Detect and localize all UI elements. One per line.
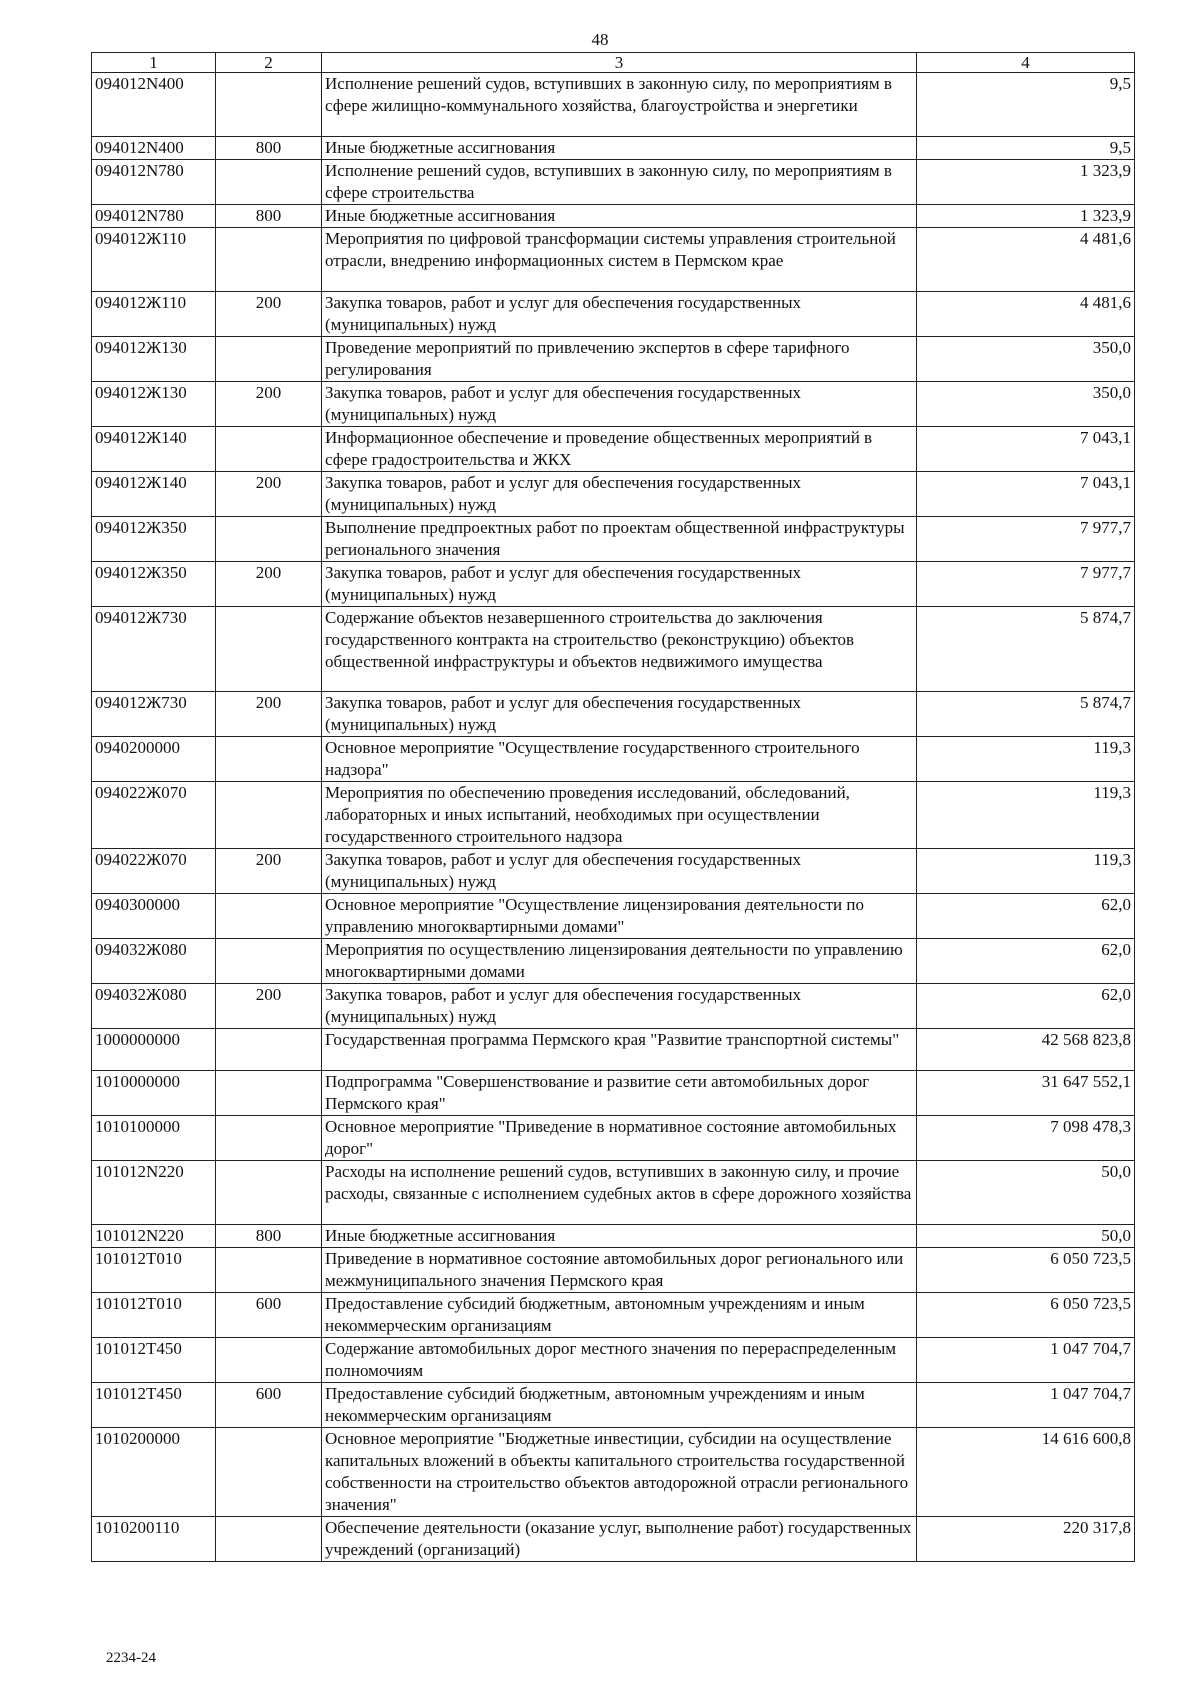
- row-expense-type: [216, 1029, 322, 1071]
- row-expense-type: 800: [216, 205, 322, 228]
- table-row: [92, 1116, 1135, 1161]
- row-code: 094012Ж130: [92, 382, 216, 427]
- row-code: 094032Ж080: [92, 939, 216, 984]
- row-description: Исполнение решений судов, вступивших в законную силу, по мероприятиям в сфере жилищно-коммунального хозяйства, благоустройства и энергетики: [322, 73, 917, 137]
- row-amount: 31 647 552,1: [917, 1071, 1135, 1116]
- row-description: Закупка товаров, работ и услуг для обеспечения государственных (муниципальных) нужд: [322, 382, 917, 427]
- table-row: [92, 782, 1135, 849]
- row-code: 1010200000: [92, 1428, 216, 1517]
- row-amount: 119,3: [917, 737, 1135, 782]
- row-description: Проведение мероприятий по привлечению экспертов в сфере тарифного регулирования: [322, 337, 917, 382]
- table-row: [92, 1029, 1135, 1071]
- row-expense-type: 200: [216, 692, 322, 737]
- row-amount: 1 047 704,7: [917, 1383, 1135, 1428]
- row-amount: 119,3: [917, 849, 1135, 894]
- row-description: Мероприятия по цифровой трансформации системы управления строительной отрасли, внедрению информационных систем в Пермском крае: [322, 228, 917, 292]
- row-code: 094012N400: [92, 73, 216, 137]
- row-amount: 1 323,9: [917, 160, 1135, 205]
- row-code: 101012N220: [92, 1225, 216, 1248]
- table-row: [92, 1161, 1135, 1225]
- row-expense-type: 200: [216, 984, 322, 1029]
- row-expense-type: 200: [216, 292, 322, 337]
- row-amount: 4 481,6: [917, 228, 1135, 292]
- row-description: Иные бюджетные ассигнования: [322, 1225, 917, 1248]
- row-amount: 5 874,7: [917, 607, 1135, 692]
- row-expense-type: [216, 1248, 322, 1293]
- row-expense-type: 600: [216, 1383, 322, 1428]
- row-code: 101012Т010: [92, 1293, 216, 1338]
- row-code: 094022Ж070: [92, 849, 216, 894]
- row-code: 094012Ж350: [92, 517, 216, 562]
- budget-table: [91, 52, 1135, 1562]
- table-row: [92, 228, 1135, 292]
- document-number: 2234-24: [106, 1650, 156, 1666]
- row-description: Расходы на исполнение решений судов, вступивших в законную силу, и прочие расходы, связанные с исполнением судебных актов в сфере дорожного хозяйства: [322, 1161, 917, 1225]
- row-code: 094022Ж070: [92, 782, 216, 849]
- row-expense-type: 600: [216, 1293, 322, 1338]
- row-amount: 9,5: [917, 73, 1135, 137]
- row-code: 1010000000: [92, 1071, 216, 1116]
- row-code: 094012N780: [92, 160, 216, 205]
- row-code: 094012N400: [92, 137, 216, 160]
- row-amount: 62,0: [917, 984, 1135, 1029]
- row-description: Содержание объектов незавершенного строительства до заключения государственного контракта на строительство (реконструкцию) объектов общественной инфраструктуры и объектов недвижимого имущества: [322, 607, 917, 692]
- row-code: 0940200000: [92, 737, 216, 782]
- row-code: 094012Ж110: [92, 292, 216, 337]
- row-description: Закупка товаров, работ и услуг для обеспечения государственных (муниципальных) нужд: [322, 984, 917, 1029]
- row-code: 094012Ж140: [92, 427, 216, 472]
- row-expense-type: [216, 337, 322, 382]
- table-row: [92, 517, 1135, 562]
- row-description: Подпрограмма "Совершенствование и развитие сети автомобильных дорог Пермского края": [322, 1071, 917, 1116]
- row-description: Основное мероприятие "Осуществление лицензирования деятельности по управлению многоквартирными домами": [322, 894, 917, 939]
- table-row: [92, 472, 1135, 517]
- column-header: 2: [216, 53, 322, 73]
- row-expense-type: 200: [216, 562, 322, 607]
- row-amount: 350,0: [917, 382, 1135, 427]
- row-amount: 1 323,9: [917, 205, 1135, 228]
- row-code: 101012Т010: [92, 1248, 216, 1293]
- row-amount: 9,5: [917, 137, 1135, 160]
- row-expense-type: 200: [216, 472, 322, 517]
- row-expense-type: [216, 1161, 322, 1225]
- row-expense-type: [216, 737, 322, 782]
- page-number: 48: [591, 30, 609, 49]
- row-code: 094012Ж730: [92, 607, 216, 692]
- row-expense-type: [216, 1517, 322, 1562]
- row-amount: 62,0: [917, 939, 1135, 984]
- row-expense-type: [216, 939, 322, 984]
- table-row: [92, 1071, 1135, 1116]
- row-code: 0940300000: [92, 894, 216, 939]
- row-description: Информационное обеспечение и проведение общественных мероприятий в сфере градостроительства и ЖКХ: [322, 427, 917, 472]
- table-row: [92, 427, 1135, 472]
- row-expense-type: 800: [216, 137, 322, 160]
- row-amount: 5 874,7: [917, 692, 1135, 737]
- row-amount: 7 977,7: [917, 517, 1135, 562]
- row-expense-type: [216, 517, 322, 562]
- row-expense-type: [216, 73, 322, 137]
- row-description: Закупка товаров, работ и услуг для обеспечения государственных (муниципальных) нужд: [322, 562, 917, 607]
- row-description: Закупка товаров, работ и услуг для обеспечения государственных (муниципальных) нужд: [322, 692, 917, 737]
- table-row: [92, 692, 1135, 737]
- table-row: [92, 382, 1135, 427]
- row-expense-type: 800: [216, 1225, 322, 1248]
- table-row: [92, 1293, 1135, 1338]
- row-code: 101012Т450: [92, 1338, 216, 1383]
- row-amount: 42 568 823,8: [917, 1029, 1135, 1071]
- column-header: 4: [917, 53, 1135, 73]
- row-description: Закупка товаров, работ и услуг для обеспечения государственных (муниципальных) нужд: [322, 849, 917, 894]
- row-amount: 119,3: [917, 782, 1135, 849]
- table-row: [92, 1338, 1135, 1383]
- table-row: [92, 73, 1135, 137]
- row-expense-type: 200: [216, 849, 322, 894]
- row-code: 094012Ж140: [92, 472, 216, 517]
- table-row: [92, 562, 1135, 607]
- row-expense-type: [216, 607, 322, 692]
- row-expense-type: [216, 894, 322, 939]
- row-description: Иные бюджетные ассигнования: [322, 205, 917, 228]
- column-header: 3: [322, 53, 917, 73]
- row-expense-type: [216, 1116, 322, 1161]
- row-description: Обеспечение деятельности (оказание услуг, выполнение работ) государственных учреждений (организаций): [322, 1517, 917, 1562]
- row-code: 1000000000: [92, 1029, 216, 1071]
- row-amount: 350,0: [917, 337, 1135, 382]
- row-amount: 6 050 723,5: [917, 1293, 1135, 1338]
- table-row: [92, 292, 1135, 337]
- row-amount: 4 481,6: [917, 292, 1135, 337]
- row-amount: 14 616 600,8: [917, 1428, 1135, 1517]
- row-description: Предоставление субсидий бюджетным, автономным учреждениям и иным некоммерческим организациям: [322, 1383, 917, 1428]
- row-amount: 220 317,8: [917, 1517, 1135, 1562]
- table-row: [92, 137, 1135, 160]
- table-row: [92, 849, 1135, 894]
- row-code: 094032Ж080: [92, 984, 216, 1029]
- row-description: Иные бюджетные ассигнования: [322, 137, 917, 160]
- row-description: Основное мероприятие "Осуществление государственного строительного надзора": [322, 737, 917, 782]
- row-amount: 62,0: [917, 894, 1135, 939]
- row-description: Основное мероприятие "Бюджетные инвестиции, субсидии на осуществление капитальных вложений в объекты капитального строительства государственной собственности на строительство объектов автодорожной отрасли регионального значения": [322, 1428, 917, 1517]
- row-code: 094012Ж730: [92, 692, 216, 737]
- table-row: [92, 939, 1135, 984]
- row-code: 094012Ж110: [92, 228, 216, 292]
- table-row: [92, 1428, 1135, 1517]
- row-code: 1010100000: [92, 1116, 216, 1161]
- row-description: Закупка товаров, работ и услуг для обеспечения государственных (муниципальных) нужд: [322, 292, 917, 337]
- table-row: [92, 1517, 1135, 1562]
- row-description: Исполнение решений судов, вступивших в законную силу, по мероприятиям в сфере строительства: [322, 160, 917, 205]
- table-header-row: [92, 53, 1135, 73]
- row-expense-type: [216, 160, 322, 205]
- row-amount: 6 050 723,5: [917, 1248, 1135, 1293]
- row-description: Содержание автомобильных дорог местного значения по перераспределенным полномочиям: [322, 1338, 917, 1383]
- row-amount: 7 043,1: [917, 427, 1135, 472]
- row-amount: 50,0: [917, 1225, 1135, 1248]
- row-description: Предоставление субсидий бюджетным, автономным учреждениям и иным некоммерческим организациям: [322, 1293, 917, 1338]
- row-code: 1010200110: [92, 1517, 216, 1562]
- table-row: [92, 160, 1135, 205]
- row-code: 094012N780: [92, 205, 216, 228]
- row-description: Закупка товаров, работ и услуг для обеспечения государственных (муниципальных) нужд: [322, 472, 917, 517]
- table-row: [92, 984, 1135, 1029]
- row-description: Приведение в нормативное состояние автомобильных дорог регионального или межмуниципального значения Пермского края: [322, 1248, 917, 1293]
- row-amount: 7 043,1: [917, 472, 1135, 517]
- table-row: [92, 737, 1135, 782]
- row-expense-type: [216, 427, 322, 472]
- row-code: 101012Т450: [92, 1383, 216, 1428]
- row-code: 101012N220: [92, 1161, 216, 1225]
- row-expense-type: [216, 228, 322, 292]
- table-row: [92, 894, 1135, 939]
- row-amount: 7 977,7: [917, 562, 1135, 607]
- row-description: Основное мероприятие "Приведение в нормативное состояние автомобильных дорог": [322, 1116, 917, 1161]
- row-amount: 7 098 478,3: [917, 1116, 1135, 1161]
- row-description: Мероприятия по обеспечению проведения исследований, обследований, лабораторных и иных испытаний, необходимых при осуществлении государственного строительного надзора: [322, 782, 917, 849]
- table-row: [92, 1225, 1135, 1248]
- row-code: 094012Ж130: [92, 337, 216, 382]
- column-header: 1: [92, 53, 216, 73]
- table-row: [92, 337, 1135, 382]
- row-amount: 1 047 704,7: [917, 1338, 1135, 1383]
- row-expense-type: [216, 1428, 322, 1517]
- table-row: [92, 607, 1135, 692]
- row-description: Мероприятия по осуществлению лицензирования деятельности по управлению многоквартирными домами: [322, 939, 917, 984]
- row-description: Государственная программа Пермского края "Развитие транспортной системы": [322, 1029, 917, 1071]
- table-row: [92, 205, 1135, 228]
- row-expense-type: [216, 1338, 322, 1383]
- row-description: Выполнение предпроектных работ по проектам общественной инфраструктуры регионального значения: [322, 517, 917, 562]
- row-amount: 50,0: [917, 1161, 1135, 1225]
- row-expense-type: 200: [216, 382, 322, 427]
- row-expense-type: [216, 782, 322, 849]
- table-row: [92, 1248, 1135, 1293]
- row-expense-type: [216, 1071, 322, 1116]
- row-code: 094012Ж350: [92, 562, 216, 607]
- table-row: [92, 1383, 1135, 1428]
